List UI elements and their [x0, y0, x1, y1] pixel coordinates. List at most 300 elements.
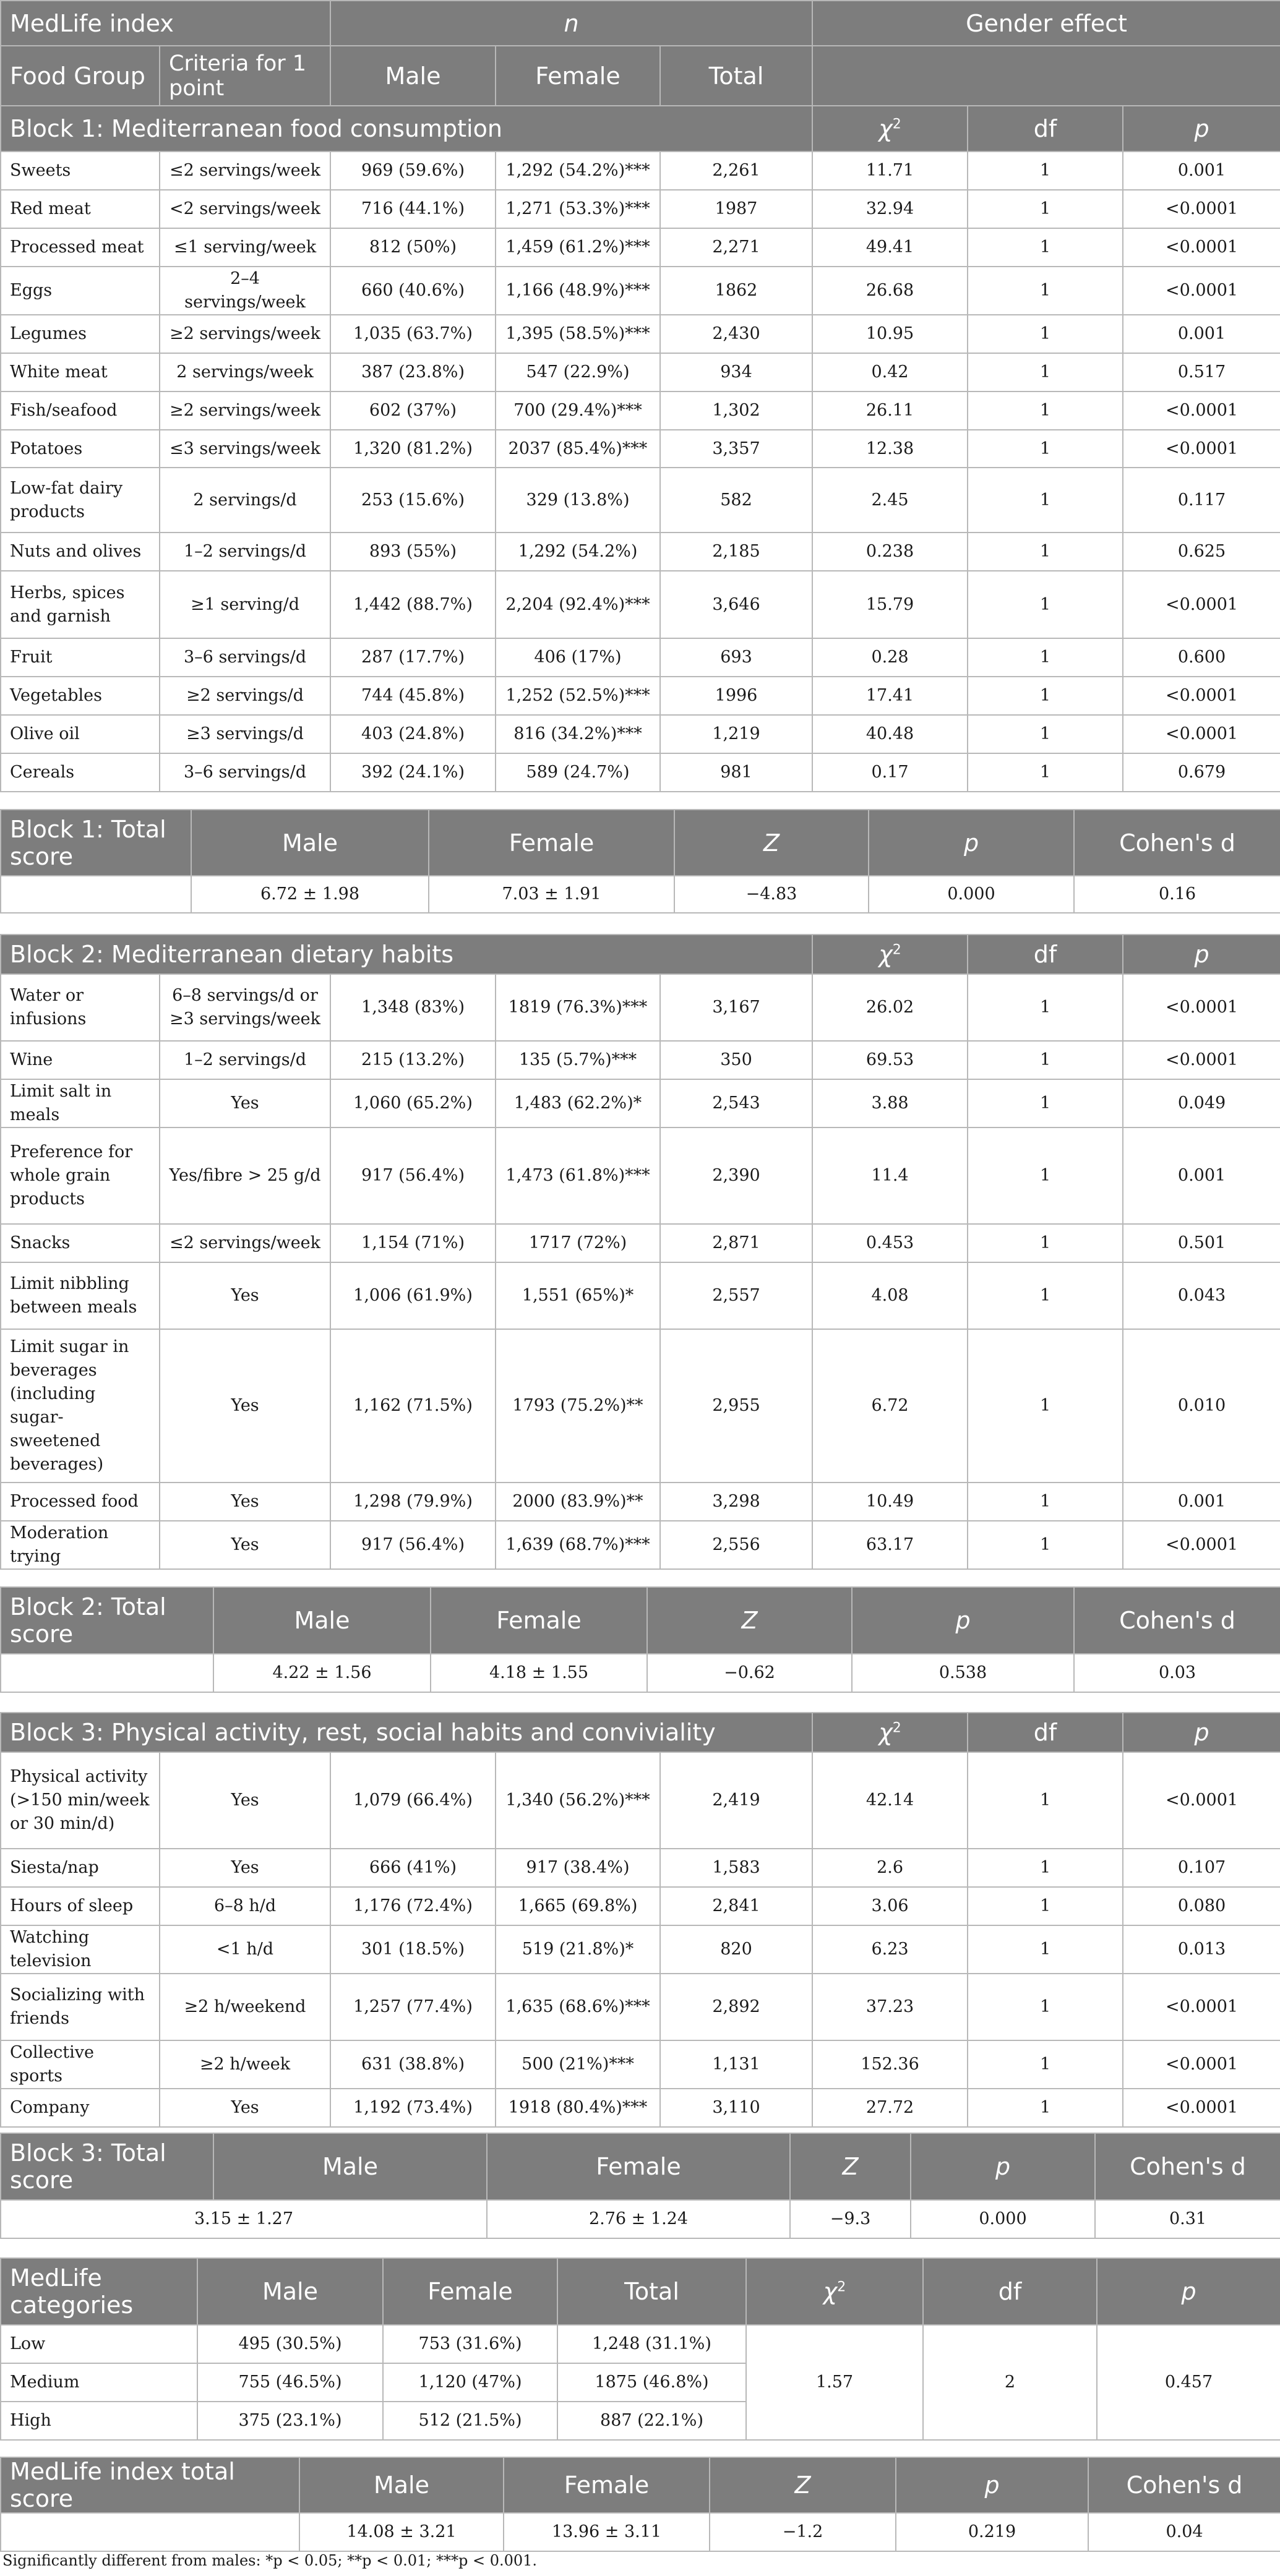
- cell-male: 403 (24.8%): [330, 715, 496, 753]
- block2-df-header: df: [968, 935, 1123, 974]
- block2-total-z-header: Z: [647, 1587, 852, 1654]
- cell-male: 602 (37%): [330, 392, 496, 430]
- block2-chi2-header: $\chi^2$: [812, 935, 968, 974]
- table-row: [1, 152, 1280, 190]
- cell-p: 0.117: [1123, 468, 1280, 533]
- cell-p: <0.0001: [1123, 267, 1280, 315]
- cell-criteria: 2–4 servings/week: [160, 267, 330, 315]
- overall-p: 0.219: [896, 2513, 1088, 2551]
- cell-p: <0.0001: [1123, 2089, 1280, 2127]
- cell-chi2: 10.95: [812, 315, 968, 353]
- cell-df: 1: [968, 468, 1123, 533]
- cell-chi2: 2.6: [812, 1849, 968, 1887]
- cell-group: Olive oil: [1, 715, 160, 753]
- block1-total-table: [0, 809, 1280, 914]
- cell-female: 1,292 (54.2%)***: [496, 152, 660, 190]
- cell-male: 1,006 (61.9%): [330, 1262, 496, 1329]
- block3-df-header: df: [968, 1713, 1123, 1752]
- overall-title: MedLife index total score: [1, 2457, 299, 2513]
- cell-total: 934: [660, 353, 812, 392]
- cell-female: 589 (24.7%): [496, 753, 660, 792]
- cell-male: 1,257 (77.4%): [330, 1974, 496, 2040]
- cell-total: 2,543: [660, 1079, 812, 1128]
- cell-group: Limit sugar in beverages (including sugar-sweetened beverages): [1, 1329, 160, 1483]
- block3-total-male-header: Male: [213, 2133, 487, 2200]
- cell-chi2: 3.88: [812, 1079, 968, 1128]
- categories-df-header: df: [923, 2258, 1097, 2325]
- cell-total: 1987: [660, 190, 812, 228]
- cell-criteria: ≥2 h/weekend: [160, 1974, 330, 2040]
- cell-total: 2,841: [660, 1887, 812, 1925]
- cell-total: 1,131: [660, 2040, 812, 2089]
- table-row: [1, 430, 1280, 468]
- cell-total: 3,646: [660, 571, 812, 638]
- cell-total: 2,955: [660, 1329, 812, 1483]
- cell-female: 1,639 (68.7%)***: [496, 1521, 660, 1569]
- cell-p: 0.001: [1123, 1483, 1280, 1521]
- category-medium-male: 755 (46.5%): [197, 2363, 383, 2402]
- block1-total-male: 6.72 ± 1.98: [191, 876, 429, 913]
- cell-df: 1: [968, 753, 1123, 792]
- cell-df: 1: [968, 677, 1123, 715]
- cell-group: Socializing with friends: [1, 1974, 160, 2040]
- gender-effect-header: Gender effect: [812, 1, 1280, 46]
- male-header: Male: [330, 46, 496, 106]
- cell-group: Eggs: [1, 267, 160, 315]
- cell-df: 1: [968, 267, 1123, 315]
- cell-chi2: 40.48: [812, 715, 968, 753]
- cell-p: 0.679: [1123, 753, 1280, 792]
- cell-p: 0.001: [1123, 315, 1280, 353]
- cell-total: 1,302: [660, 392, 812, 430]
- cell-criteria: Yes: [160, 1079, 330, 1128]
- cell-total: 1996: [660, 677, 812, 715]
- overall-table: [0, 2457, 1280, 2552]
- cell-female: 135 (5.7%)***: [496, 1041, 660, 1079]
- cell-criteria: 2 servings/d: [160, 468, 330, 533]
- block1-total-d-header: Cohen's d: [1074, 810, 1280, 876]
- cell-female: 1,340 (56.2%)***: [496, 1752, 660, 1849]
- cell-female: 2,204 (92.4%)***: [496, 571, 660, 638]
- block1-table: [0, 0, 1280, 792]
- cell-df: 1: [968, 1925, 1123, 1974]
- cell-male: 716 (44.1%): [330, 190, 496, 228]
- cell-group: Vegetables: [1, 677, 160, 715]
- category-high-male: 375 (23.1%): [197, 2402, 383, 2440]
- category-low-total: 1,248 (31.1%): [557, 2325, 746, 2363]
- block1-total-p: 0.000: [869, 876, 1074, 913]
- cell-criteria: 3–6 servings/d: [160, 753, 330, 792]
- table-row: [1, 267, 1280, 315]
- table-row: [1, 1483, 1280, 1521]
- cell-total: 2,430: [660, 315, 812, 353]
- cell-female: 500 (21%)***: [496, 2040, 660, 2089]
- categories-p-header: p: [1097, 2258, 1280, 2325]
- cell-total: 2,185: [660, 533, 812, 571]
- cell-chi2: 11.71: [812, 152, 968, 190]
- block3-table: [0, 1712, 1280, 2128]
- cell-group: Water or infusions: [1, 974, 160, 1041]
- cell-criteria: ≥2 h/week: [160, 2040, 330, 2089]
- categories-male-header: Male: [197, 2258, 383, 2325]
- cell-chi2: 0.42: [812, 353, 968, 392]
- cell-df: 1: [968, 1079, 1123, 1128]
- significance-footnote: Significantly different from males: *p < 0.05; **p < 0.01; ***p < 0.001.: [2, 2552, 538, 2569]
- table-row: [1, 571, 1280, 638]
- block2-table: [0, 934, 1280, 1570]
- table-row: [1, 1887, 1280, 1925]
- block3-total-z-header: Z: [790, 2133, 911, 2200]
- block1-total-z-header: Z: [674, 810, 869, 876]
- cell-group: Preference for whole grain products: [1, 1128, 160, 1224]
- cell-female: 406 (17%): [496, 638, 660, 677]
- cell-female: 1,635 (68.6%)***: [496, 1974, 660, 2040]
- categories-table: [0, 2257, 1280, 2441]
- cell-p: <0.0001: [1123, 677, 1280, 715]
- cell-total: 3,110: [660, 2089, 812, 2127]
- cell-female: 1,551 (65%)*: [496, 1262, 660, 1329]
- cell-df: 1: [968, 228, 1123, 267]
- categories-female-header: Female: [383, 2258, 557, 2325]
- df-header: df: [968, 106, 1123, 152]
- cell-df: 1: [968, 315, 1123, 353]
- cell-criteria: Yes: [160, 1521, 330, 1569]
- cell-chi2: 152.36: [812, 2040, 968, 2089]
- category-medium-female: 1,120 (47%): [383, 2363, 557, 2402]
- table-row: [1, 190, 1280, 228]
- overall-female-header: Female: [504, 2457, 710, 2513]
- cell-total: 2,261: [660, 152, 812, 190]
- cell-female: 519 (21.8%)*: [496, 1925, 660, 1974]
- cell-male: 1,192 (73.4%): [330, 2089, 496, 2127]
- cell-criteria: Yes: [160, 1262, 330, 1329]
- cell-total: 2,556: [660, 1521, 812, 1569]
- table-row: [1, 677, 1280, 715]
- overall-p-header: p: [896, 2457, 1088, 2513]
- cell-df: 1: [968, 715, 1123, 753]
- cell-male: 969 (59.6%): [330, 152, 496, 190]
- cell-female: 1,665 (69.8%): [496, 1887, 660, 1925]
- cell-p: <0.0001: [1123, 228, 1280, 267]
- category-low-female: 753 (31.6%): [383, 2325, 557, 2363]
- cell-female: 1,252 (52.5%)***: [496, 677, 660, 715]
- cell-df: 1: [968, 638, 1123, 677]
- cell-group: Red meat: [1, 190, 160, 228]
- cell-p: 0.501: [1123, 1224, 1280, 1262]
- table-row: [1, 1079, 1280, 1128]
- cell-chi2: 37.23: [812, 1974, 968, 2040]
- cell-chi2: 3.06: [812, 1887, 968, 1925]
- gender-effect-blank: [812, 46, 1280, 106]
- table-row: [1, 1041, 1280, 1079]
- cell-p: 0.013: [1123, 1925, 1280, 1974]
- cell-chi2: 42.14: [812, 1752, 968, 1849]
- cell-df: 1: [968, 353, 1123, 392]
- table-row: [1, 2040, 1280, 2089]
- cell-total: 2,390: [660, 1128, 812, 1224]
- cell-total: 693: [660, 638, 812, 677]
- cell-df: 1: [968, 1329, 1123, 1483]
- cell-p: 0.080: [1123, 1887, 1280, 1925]
- overall-female: 13.96 ± 3.11: [504, 2513, 710, 2551]
- cell-p: <0.0001: [1123, 2040, 1280, 2089]
- cell-male: 893 (55%): [330, 533, 496, 571]
- cell-chi2: 0.238: [812, 533, 968, 571]
- block3-total-p: 0.000: [911, 2200, 1095, 2238]
- cell-group: Fish/seafood: [1, 392, 160, 430]
- cell-female: 1819 (76.3%)***: [496, 974, 660, 1041]
- cell-male: 744 (45.8%): [330, 677, 496, 715]
- cell-df: 1: [968, 2089, 1123, 2127]
- cell-criteria: ≥1 serving/d: [160, 571, 330, 638]
- cell-chi2: 4.08: [812, 1262, 968, 1329]
- cell-p: 0.049: [1123, 1079, 1280, 1128]
- table-row: [1, 468, 1280, 533]
- cell-male: 215 (13.2%): [330, 1041, 496, 1079]
- cell-chi2: 11.4: [812, 1128, 968, 1224]
- cell-male: 1,298 (79.9%): [330, 1483, 496, 1521]
- cell-criteria: ≤3 servings/week: [160, 430, 330, 468]
- cell-df: 1: [968, 1887, 1123, 1925]
- block1-total-d: 0.16: [1074, 876, 1280, 913]
- cell-criteria: 1–2 servings/d: [160, 533, 330, 571]
- cell-df: 1: [968, 1974, 1123, 2040]
- cell-female: 1,395 (58.5%)***: [496, 315, 660, 353]
- cell-p: 0.043: [1123, 1262, 1280, 1329]
- categories-title: MedLife categories: [1, 2258, 197, 2325]
- cell-group: Legumes: [1, 315, 160, 353]
- cell-chi2: 2.45: [812, 468, 968, 533]
- cell-chi2: 0.17: [812, 753, 968, 792]
- cell-total: 2,892: [660, 1974, 812, 2040]
- category-low-male: 495 (30.5%): [197, 2325, 383, 2363]
- block3-total-d-header: Cohen's d: [1095, 2133, 1280, 2200]
- block2-total-female-header: Female: [431, 1587, 647, 1654]
- block1-total-female: 7.03 ± 1.91: [429, 876, 674, 913]
- cell-df: 1: [968, 1849, 1123, 1887]
- cell-male: 253 (15.6%): [330, 468, 496, 533]
- cell-df: 1: [968, 1752, 1123, 1849]
- cell-female: 1,166 (48.9%)***: [496, 267, 660, 315]
- category-medium-label: Medium: [1, 2363, 197, 2402]
- cell-group: Limit salt in meals: [1, 1079, 160, 1128]
- cell-group: Moderation trying: [1, 1521, 160, 1569]
- overall-male: 14.08 ± 3.21: [299, 2513, 504, 2551]
- cell-criteria: ≤1 serving/week: [160, 228, 330, 267]
- cell-total: 1,583: [660, 1849, 812, 1887]
- cell-total: 3,298: [660, 1483, 812, 1521]
- cell-group: Processed meat: [1, 228, 160, 267]
- cell-group: Snacks: [1, 1224, 160, 1262]
- cell-chi2: 26.11: [812, 392, 968, 430]
- cell-p: 0.001: [1123, 1128, 1280, 1224]
- cell-male: 1,079 (66.4%): [330, 1752, 496, 1849]
- cell-p: <0.0001: [1123, 392, 1280, 430]
- table-row: [1, 1752, 1280, 1849]
- cell-group: Collective sports: [1, 2040, 160, 2089]
- category-medium-total: 1875 (46.8%): [557, 2363, 746, 2402]
- cell-df: 1: [968, 533, 1123, 571]
- table-row: [1, 228, 1280, 267]
- table-row: [1, 2089, 1280, 2127]
- overall-z: −1.2: [710, 2513, 896, 2551]
- cell-female: 2000 (83.9%)**: [496, 1483, 660, 1521]
- categories-chi2: 1.57: [746, 2325, 923, 2440]
- cell-female: 1,292 (54.2%): [496, 533, 660, 571]
- cell-total: 1,219: [660, 715, 812, 753]
- cell-p: 0.600: [1123, 638, 1280, 677]
- block1-total-z: −4.83: [674, 876, 869, 913]
- block2-title: Block 2: Mediterranean dietary habits: [1, 935, 812, 974]
- cell-chi2: 26.02: [812, 974, 968, 1041]
- cell-male: 660 (40.6%): [330, 267, 496, 315]
- overall-d: 0.04: [1088, 2513, 1280, 2551]
- cell-total: 1862: [660, 267, 812, 315]
- cell-chi2: 6.23: [812, 1925, 968, 1974]
- table-row: [1, 1128, 1280, 1224]
- block3-title: Block 3: Physical activity, rest, social habits and conviviality: [1, 1713, 812, 1752]
- cell-group: Processed food: [1, 1483, 160, 1521]
- cell-male: 1,162 (71.5%): [330, 1329, 496, 1483]
- cell-male: 301 (18.5%): [330, 1925, 496, 1974]
- cell-chi2: 6.72: [812, 1329, 968, 1483]
- overall-blank: [1, 2513, 299, 2551]
- cell-male: 666 (41%): [330, 1849, 496, 1887]
- cell-criteria: Yes/fibre > 25 g/d: [160, 1128, 330, 1224]
- cell-criteria: 3–6 servings/d: [160, 638, 330, 677]
- category-high-female: 512 (21.5%): [383, 2402, 557, 2440]
- cell-criteria: Yes: [160, 1329, 330, 1483]
- cell-p: <0.0001: [1123, 1041, 1280, 1079]
- cell-df: 1: [968, 1128, 1123, 1224]
- cell-male: 1,060 (65.2%): [330, 1079, 496, 1128]
- table-row: [1, 638, 1280, 677]
- categories-df: 2: [923, 2325, 1097, 2440]
- cell-df: 1: [968, 430, 1123, 468]
- medlife-index-header: MedLife index: [1, 1, 330, 46]
- cell-group: Siesta/nap: [1, 1849, 160, 1887]
- cell-criteria: ≥3 servings/d: [160, 715, 330, 753]
- cell-p: <0.0001: [1123, 430, 1280, 468]
- cell-p: 0.001: [1123, 152, 1280, 190]
- cell-female: 1717 (72%): [496, 1224, 660, 1262]
- block1-total-title: Block 1: Total score: [1, 810, 191, 876]
- cell-male: 917 (56.4%): [330, 1521, 496, 1569]
- table-row: [1, 1329, 1280, 1483]
- table-row: [1, 533, 1280, 571]
- block2-total-d: 0.03: [1074, 1654, 1280, 1692]
- cell-criteria: Yes: [160, 1849, 330, 1887]
- block2-p-header: p: [1123, 935, 1280, 974]
- table-row: [1, 1974, 1280, 2040]
- cell-male: 631 (38.8%): [330, 2040, 496, 2089]
- cell-group: Nuts and olives: [1, 533, 160, 571]
- cell-group: Wine: [1, 1041, 160, 1079]
- table-row: [1, 974, 1280, 1041]
- female-header: Female: [496, 46, 660, 106]
- block3-total-z: −9.3: [790, 2200, 911, 2238]
- cell-female: 917 (38.4%): [496, 1849, 660, 1887]
- cell-p: <0.0001: [1123, 1752, 1280, 1849]
- table-row: [1, 1925, 1280, 1974]
- block3-total-male: 3.15 ± 1.27: [1, 2200, 487, 2238]
- chi2-header: $\chi^2$: [812, 106, 968, 152]
- cell-group: Potatoes: [1, 430, 160, 468]
- block1-total-female-header: Female: [429, 810, 674, 876]
- cell-group: Sweets: [1, 152, 160, 190]
- cell-df: 1: [968, 1041, 1123, 1079]
- cell-criteria: 1–2 servings/d: [160, 1041, 330, 1079]
- cell-group: Hours of sleep: [1, 1887, 160, 1925]
- table-row: [1, 392, 1280, 430]
- cell-total: 582: [660, 468, 812, 533]
- cell-female: 1,473 (61.8%)***: [496, 1128, 660, 1224]
- block3-total-p-header: p: [911, 2133, 1095, 2200]
- cell-group: Limit nibbling between meals: [1, 1262, 160, 1329]
- table-row: [1, 715, 1280, 753]
- cell-male: 917 (56.4%): [330, 1128, 496, 1224]
- block2-total-p: 0.538: [852, 1654, 1074, 1692]
- cell-criteria: ≥2 servings/week: [160, 392, 330, 430]
- total-header: Total: [660, 46, 812, 106]
- cell-criteria: 6–8 h/d: [160, 1887, 330, 1925]
- cell-chi2: 63.17: [812, 1521, 968, 1569]
- cell-p: <0.0001: [1123, 190, 1280, 228]
- cell-male: 392 (24.1%): [330, 753, 496, 792]
- cell-female: 1793 (75.2%)**: [496, 1329, 660, 1483]
- cell-df: 1: [968, 392, 1123, 430]
- cell-total: 2,419: [660, 1752, 812, 1849]
- block1-total-blank: [1, 876, 191, 913]
- block2-total-p-header: p: [852, 1587, 1074, 1654]
- table-row: [1, 1262, 1280, 1329]
- cell-group: Physical activity (>150 min/week or 30 min/d): [1, 1752, 160, 1849]
- cell-criteria: Yes: [160, 1752, 330, 1849]
- cell-df: 1: [968, 152, 1123, 190]
- cell-male: 287 (17.7%): [330, 638, 496, 677]
- cell-p: 0.010: [1123, 1329, 1280, 1483]
- cell-group: Fruit: [1, 638, 160, 677]
- cell-df: 1: [968, 190, 1123, 228]
- cell-group: Watching television: [1, 1925, 160, 1974]
- cell-total: 981: [660, 753, 812, 792]
- cell-p: <0.0001: [1123, 974, 1280, 1041]
- cell-df: 1: [968, 2040, 1123, 2089]
- overall-z-header: Z: [710, 2457, 896, 2513]
- cell-chi2: 32.94: [812, 190, 968, 228]
- cell-criteria: ≤2 servings/week: [160, 152, 330, 190]
- cell-criteria: ≥2 servings/week: [160, 315, 330, 353]
- cell-total: 350: [660, 1041, 812, 1079]
- categories-chi2-header: $\chi^2$: [746, 2258, 923, 2325]
- cell-p: 0.107: [1123, 1849, 1280, 1887]
- table-row: [1, 753, 1280, 792]
- p-header: p: [1123, 106, 1280, 152]
- food-group-header: Food Group: [1, 46, 160, 106]
- cell-df: 1: [968, 1262, 1123, 1329]
- block3-total-d: 0.31: [1095, 2200, 1280, 2238]
- cell-chi2: 49.41: [812, 228, 968, 267]
- cell-group: White meat: [1, 353, 160, 392]
- cell-p: 0.625: [1123, 533, 1280, 571]
- cell-chi2: 0.453: [812, 1224, 968, 1262]
- block1-total-p-header: p: [869, 810, 1074, 876]
- block2-total-male: 4.22 ± 1.56: [213, 1654, 431, 1692]
- block2-total-z: −0.62: [647, 1654, 852, 1692]
- category-low-label: Low: [1, 2325, 197, 2363]
- category-high-label: High: [1, 2402, 197, 2440]
- block2-total-d-header: Cohen's d: [1074, 1587, 1280, 1654]
